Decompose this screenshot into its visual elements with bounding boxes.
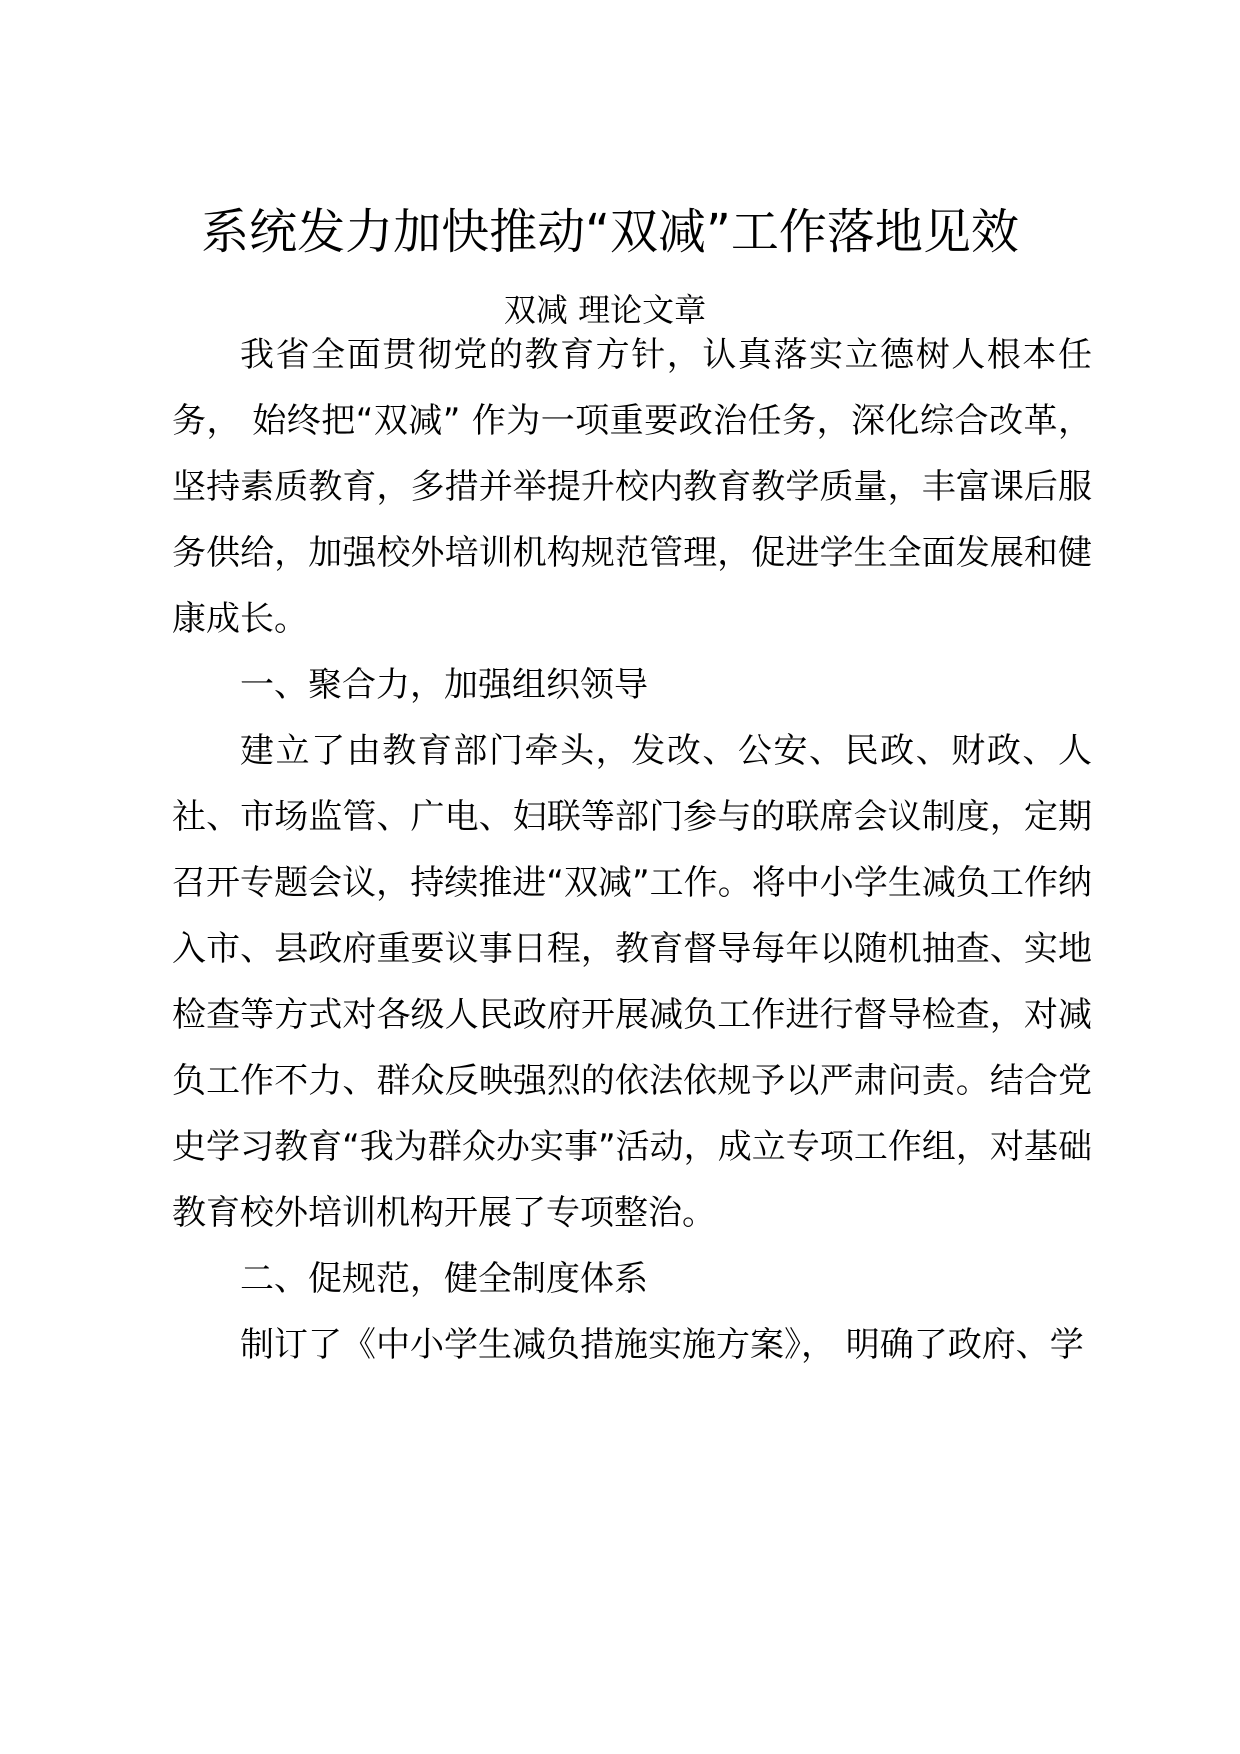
section-heading-1: 一、聚合力，加强组织领导 bbox=[240, 665, 648, 705]
section-2-paragraph: 制订了《中小学生减负措施实施方案》， 明确了政府、学 bbox=[240, 1325, 1084, 1365]
section-1-paragraph: 建立了由教育部门牵头，发改、公安、民政、财政、人社、市场监管、广电、妇联等部门参与的联席会议制度，定期召开专题会议，持续推进“双减”工作。将中小学生减负工作纳入市、县政府重要议事日程，教育督导每年以随机抽查、实地检查等方式对各级人民政府开展减负工作进行督导检查，对减负工作不力、群众反映强烈的依法依规予以严肃问责。结合党史学习教育“我为群众办实事”活动，成立专项工作组，对基础教育校外培训机构开展了专项整治。 bbox=[172, 731, 1092, 1233]
document-title: 系统发力加快推动“双减”工作落地见效 bbox=[201, 204, 1019, 260]
document-body bbox=[172, 322, 1092, 1378]
section-heading-2: 二、促规范，健全制度体系 bbox=[240, 1259, 648, 1299]
document-subtitle: 双减 理论文章 bbox=[503, 291, 707, 329]
intro-paragraph: 我省全面贯彻党的教育方针，认真落实立德树人根本任务， 始终把“双减” 作为一项重要政治任务，深化综合改革，坚持素质教育，多措并举提升校内教育教学质量，丰富课后服务供给，加强校外培训机构规范管理，促进学生全面发展和健康成长。 bbox=[172, 335, 1092, 639]
